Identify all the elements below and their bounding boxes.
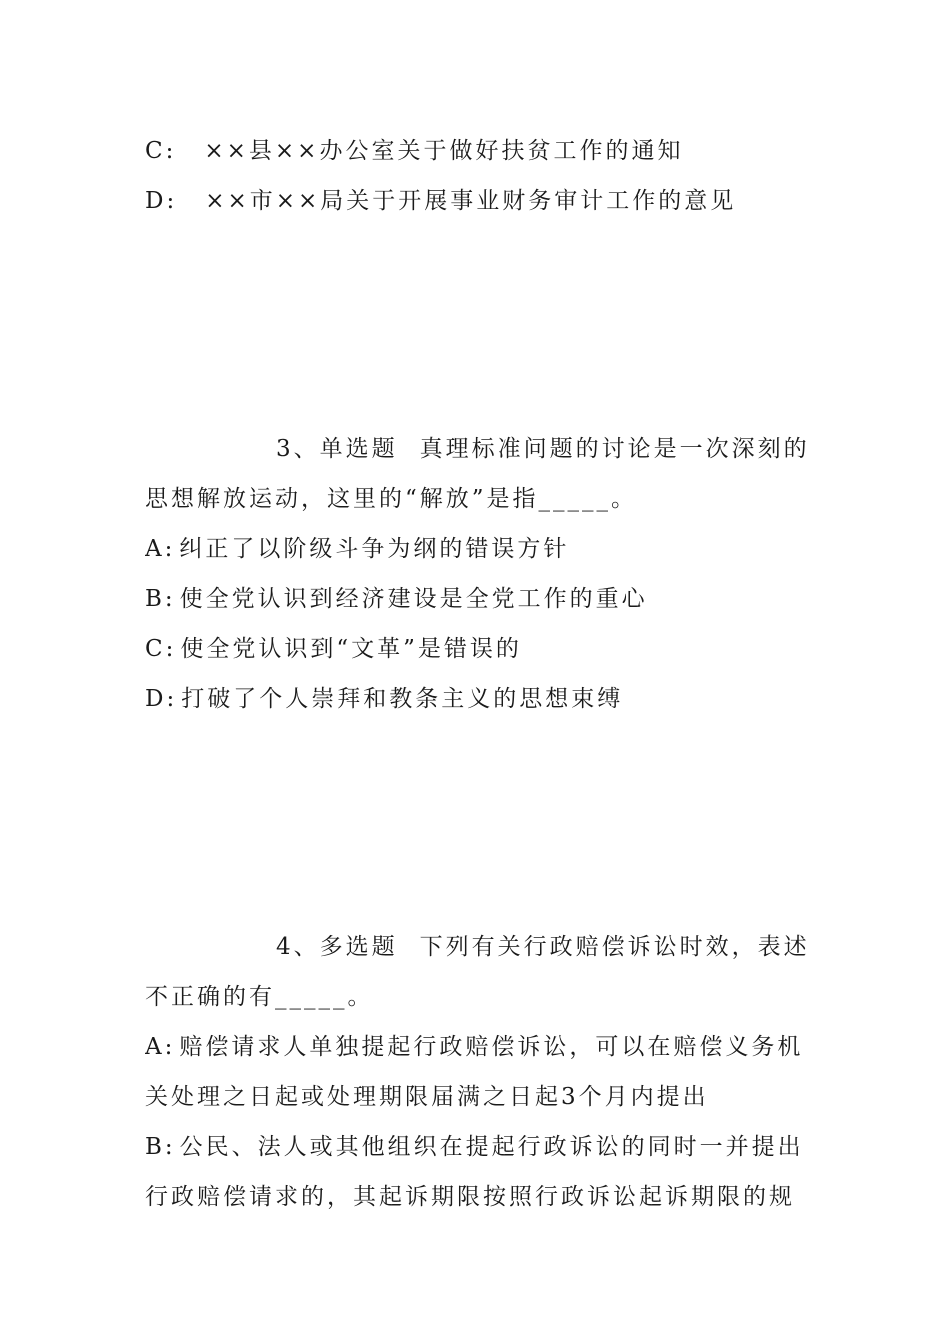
q2-option-d [145, 176, 810, 226]
q4-stem-line1 [276, 922, 810, 972]
option-text: 使全党认识到“文革”是错误的 [180, 636, 522, 662]
question-number: 4、多选题 [276, 934, 398, 960]
option-text: 赔偿请求人单独提起行政赔偿诉讼，可以在赔偿义务机 [179, 1034, 804, 1060]
q3-option-a [145, 524, 810, 574]
q4-stem-line2: 不正确的有_____。 [145, 984, 374, 1010]
option-text: 纠正了以阶级斗争为纲的错误方针 [179, 536, 570, 562]
option-text: ××市××局关于开展事业财务审计工作的意见 [205, 188, 737, 214]
q3-option-c [145, 624, 810, 674]
q4-option-b-line2: 行政赔偿请求的，其起诉期限按照行政诉讼起诉期限的规 [145, 1184, 795, 1210]
q4-option-a-line2: 关处理之日起或处理期限届满之日起3个月内提出 [145, 1084, 709, 1110]
q3-stem-line1 [276, 424, 810, 474]
q3-stem-line2: 思想解放运动，这里的“解放”是指_____。 [145, 486, 638, 512]
option-label: A: [145, 536, 176, 562]
q2-option-c [145, 126, 810, 176]
option-text: 公民、法人或其他组织在提起行政诉讼的同时一并提出 [179, 1134, 804, 1160]
question-stem: 下列有关行政赔偿诉讼时效，表述 [419, 934, 810, 960]
q4-option-b-line1 [145, 1122, 810, 1172]
q4-option-a-line1 [145, 1022, 810, 1072]
option-label: D: [145, 188, 178, 214]
option-label: C: [145, 636, 177, 662]
option-label: B: [145, 1134, 176, 1160]
question-number: 3、单选题 [276, 436, 398, 462]
q3-option-d [145, 674, 810, 724]
question-stem: 真理标准问题的讨论是一次深刻的 [419, 436, 810, 462]
option-label: D: [145, 686, 178, 712]
option-text: 使全党认识到经济建设是全党工作的重心 [179, 586, 648, 612]
q3-option-b [145, 574, 810, 624]
option-label: B: [145, 586, 176, 612]
option-text: ××县××办公室关于做好扶贫工作的通知 [204, 138, 684, 164]
option-text: 打破了个人崇拜和教条主义的思想束缚 [181, 686, 624, 712]
option-label: A: [145, 1034, 176, 1060]
option-label: C: [145, 138, 177, 164]
